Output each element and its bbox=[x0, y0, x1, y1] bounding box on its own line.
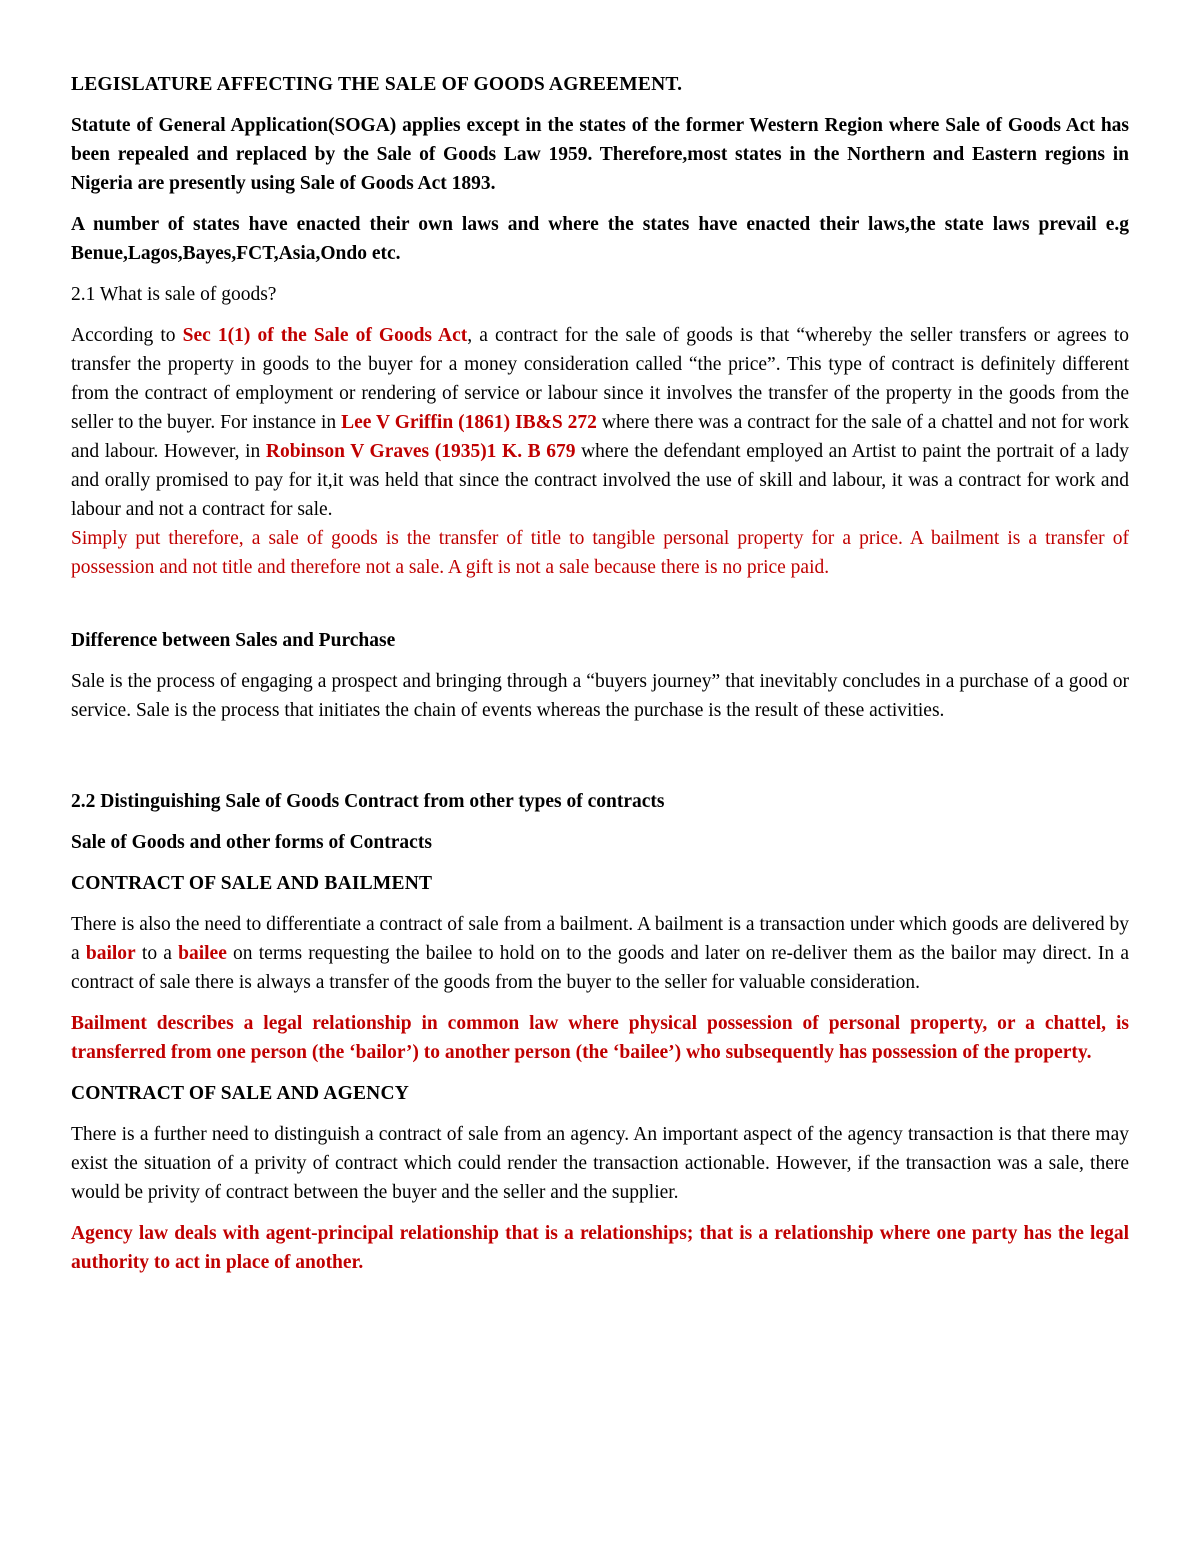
definition-text-2: , a contract for the sale of goods is that “whereby the seller transfers or agrees to transfer the property in goods to the buyer for a money consideration called “the price”. This type of contract is definitely different from the contract of employment or rendering of service or labour since it involves the transfer of the property in the goods from the seller to the buyer. For instance in bbox=[71, 325, 1129, 433]
bailment-paragraph bbox=[71, 910, 1129, 997]
document-heading: LEGISLATURE AFFECTING THE SALE OF GOODS AGREEMENT. bbox=[71, 74, 683, 95]
bailment-text-3: on terms requesting the bailee to hold on to the goods and later on re-deliver them as the bailor may direct. In a contract of sale there is always a transfer of the goods from the buyer to the seller for valuable consideration. bbox=[71, 943, 1129, 993]
difference-heading: Difference between Sales and Purchase bbox=[71, 630, 396, 651]
bailor-term: bailor bbox=[85, 943, 136, 964]
agency-definition-paragraph: Agency law deals with agent-principal relationship that is a relationships; that is a relationship where one party has the legal authority to act in place of another. bbox=[71, 1223, 1129, 1273]
definition-text-4: where the defendant employed an Artist to paint the portrait of a lady and orally promised to pay for it,it was held that since the contract involved the use of skill and labour, it was a contract for work and labour and not a contract for sale. bbox=[71, 441, 1129, 520]
soga-paragraph: Statute of General Application(SOGA) applies except in the states of the former Western Region where Sale of Goods Act has been repealed and replaced by the Sale of Goods Law 1959. Therefore,most states in the Northern and Eastern regions in Nigeria are presently using Sale of Goods Act 1893. bbox=[71, 115, 1129, 194]
sec-1-1-citation: Sec 1(1) of the Sale of Goods Act bbox=[182, 325, 468, 346]
agency-paragraph: There is a further need to distinguish a contract of sale from an agency. An important aspect of the agency transaction is that there may exist the situation of a privity of contract which could render the transaction actionable. However, if the transaction was a sale, there would be privity of contract between the buyer and the seller and the supplier. bbox=[71, 1124, 1129, 1203]
simply-put-paragraph: Simply put therefore, a sale of goods is the transfer of title to tangible personal property for a price. A bailment is a transfer of possession and not title and therefore not a sale. A gift is not a sale because there is no price paid. bbox=[71, 528, 1129, 578]
agency-heading: CONTRACT OF SALE AND AGENCY bbox=[71, 1083, 410, 1104]
sale-definition-paragraph bbox=[71, 321, 1129, 524]
section-2-1-heading: 2.1 What is sale of goods? bbox=[71, 284, 277, 305]
bailment-heading: CONTRACT OF SALE AND BAILMENT bbox=[71, 873, 433, 894]
other-forms-heading: Sale of Goods and other forms of Contracts bbox=[71, 832, 432, 853]
definition-text-1: According to bbox=[71, 325, 183, 346]
section-2-2-heading: 2.2 Distinguishing Sale of Goods Contract from other types of contracts bbox=[71, 791, 665, 812]
bailment-definition-paragraph: Bailment describes a legal relationship in common law where physical possession of personal property, or a chattel, is transferred from one person (the ‘bailor’) to another person (the ‘bailee’) who subsequently has possession of the property. bbox=[71, 1013, 1129, 1063]
bailment-text-2: to a bbox=[135, 943, 179, 964]
robinson-v-graves-citation: Robinson V Graves (1935)1 K. B 679 bbox=[265, 441, 576, 462]
bailment-text-1: There is also the need to differentiate a contract of sale from a bailment. A bailment is a transaction under which goods are delivered by a bbox=[71, 914, 1129, 964]
lee-v-griffin-citation: Lee V Griffin (1861) IB&S 272 bbox=[341, 412, 597, 433]
bailee-term: bailee bbox=[178, 943, 227, 964]
state-laws-paragraph: A number of states have enacted their own laws and where the states have enacted their laws,the state laws prevail e.g Benue,Lagos,Bayes,FCT,Asia,Ondo etc. bbox=[71, 214, 1129, 264]
difference-paragraph: Sale is the process of engaging a prospect and bringing through a “buyers journey” that inevitably concludes in a purchase of a good or service. Sale is the process that initiates the chain of events whereas the purchase is the result of these activities. bbox=[71, 671, 1129, 721]
definition-text-3: where there was a contract for the sale of a chattel and not for work and labour. However, in bbox=[71, 412, 1129, 462]
